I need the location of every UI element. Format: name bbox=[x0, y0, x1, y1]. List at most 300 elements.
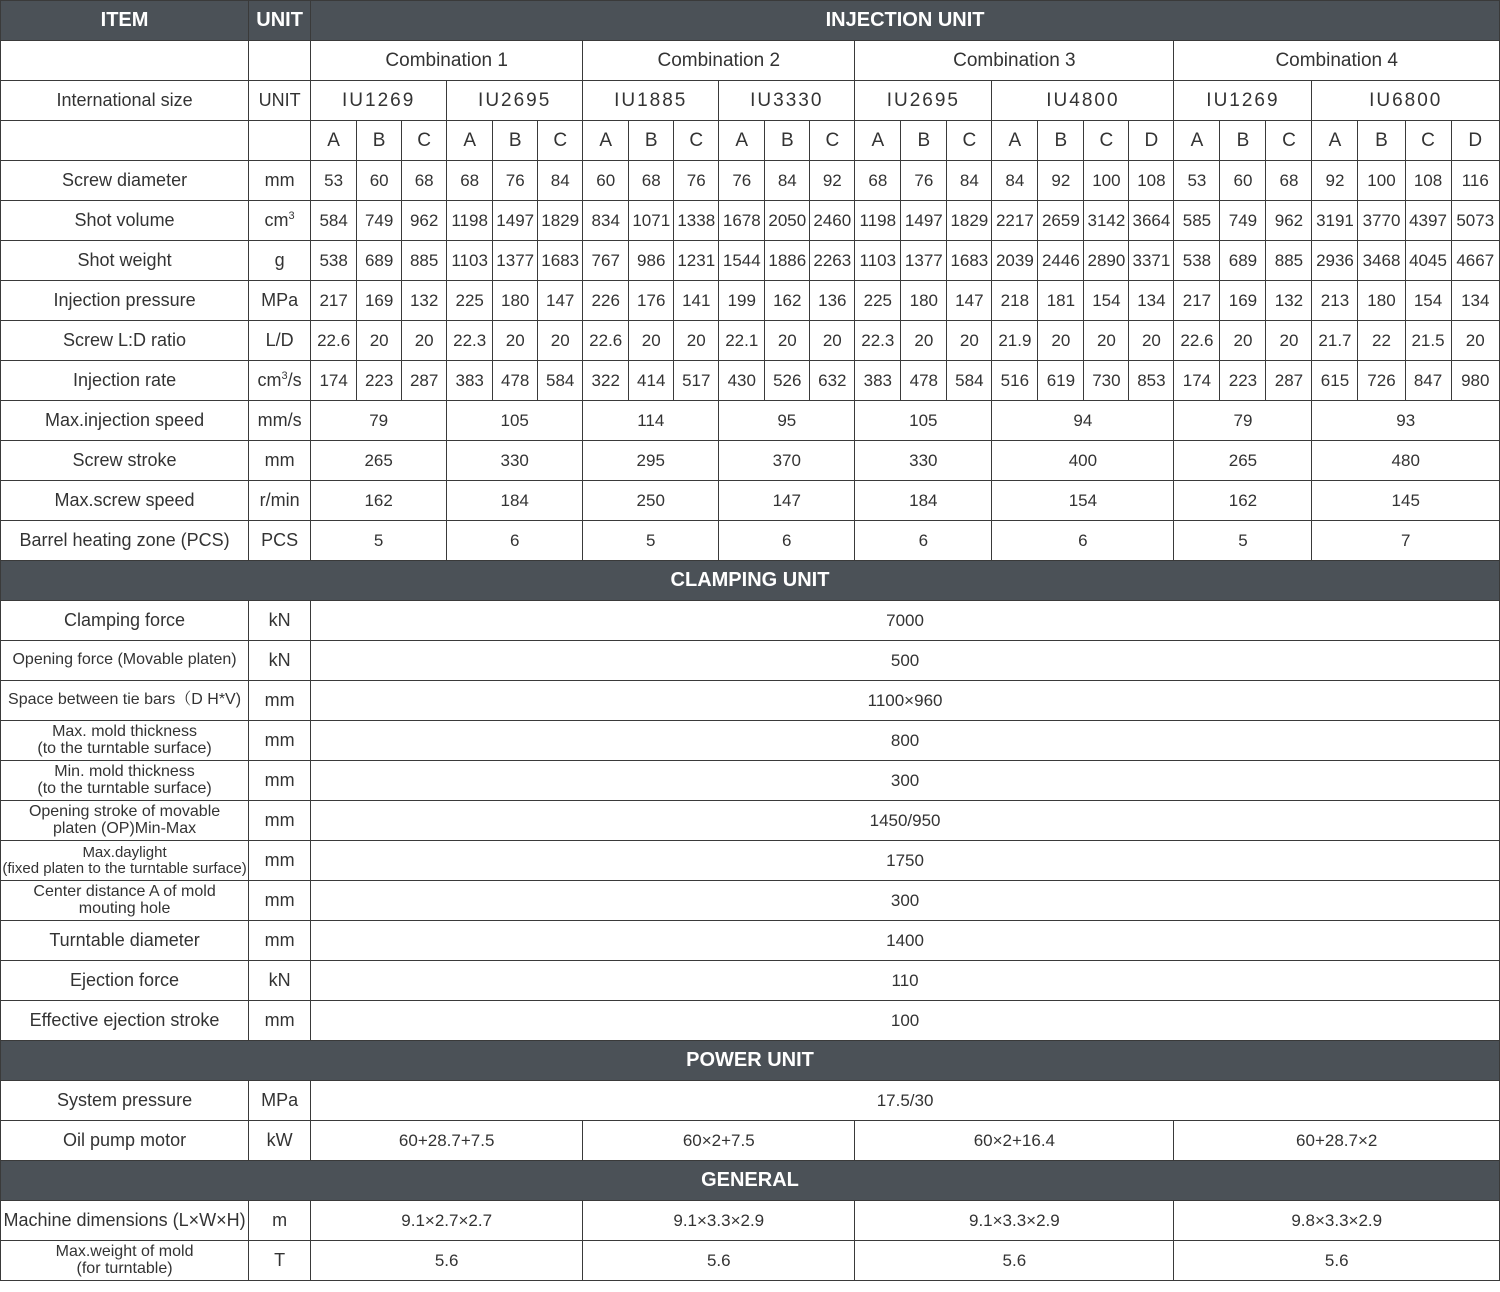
row-label bbox=[1, 961, 249, 1001]
value-cell: 105 bbox=[447, 401, 583, 441]
row-label-line: Opening stroke of movable bbox=[28, 802, 221, 820]
value-cell: 84 bbox=[992, 161, 1038, 201]
row-label bbox=[1, 681, 249, 721]
value-cell: 100 bbox=[1084, 161, 1129, 201]
unit-cell: mm bbox=[249, 441, 311, 481]
unit-cell: kN bbox=[249, 961, 311, 1001]
screw-letter: A bbox=[311, 121, 357, 161]
row-label bbox=[1, 521, 249, 561]
screw-letter: B bbox=[493, 121, 538, 161]
value-cell: 295 bbox=[583, 441, 719, 481]
row-label-line: Injection pressure bbox=[53, 290, 196, 311]
injection-data-row bbox=[1, 201, 1500, 241]
value-cell: 500 bbox=[311, 641, 1500, 681]
value-cell: 1071 bbox=[629, 201, 674, 241]
value-cell: 853 bbox=[1129, 361, 1174, 401]
row-label bbox=[1, 321, 249, 361]
value-cell: 322 bbox=[583, 361, 629, 401]
value-cell: 300 bbox=[311, 761, 1500, 801]
value-cell: 60 bbox=[357, 161, 402, 201]
value-cell: 68 bbox=[855, 161, 901, 201]
screw-letter: C bbox=[674, 121, 719, 161]
value-cell: 174 bbox=[1174, 361, 1220, 401]
row-label-line: Machine dimensions (L×W×H) bbox=[3, 1210, 246, 1231]
value-cell: 632 bbox=[810, 361, 855, 401]
row-label-line: Opening force (Movable platen) bbox=[12, 651, 237, 669]
size-code: IU2695 bbox=[855, 81, 992, 121]
value-cell: 2263 bbox=[810, 241, 855, 281]
item-header: ITEM bbox=[1, 1, 249, 41]
size-code: IU1269 bbox=[311, 81, 447, 121]
clamping-data-row bbox=[1, 841, 1500, 881]
combination-header: Combination 1 bbox=[311, 41, 583, 81]
value-cell: 4045 bbox=[1405, 241, 1451, 281]
value-cell: 1100×960 bbox=[311, 681, 1500, 721]
unit-cell: PCS bbox=[249, 521, 311, 561]
value-cell: 478 bbox=[493, 361, 538, 401]
value-cell: 584 bbox=[947, 361, 992, 401]
size-code: IU1269 bbox=[1174, 81, 1312, 121]
value-cell: 79 bbox=[1174, 401, 1312, 441]
value-cell: 330 bbox=[855, 441, 992, 481]
value-cell: 5.6 bbox=[311, 1241, 583, 1281]
unit-cell: mm bbox=[249, 881, 311, 921]
value-cell: 105 bbox=[855, 401, 992, 441]
row-label-line: Center distance A of mold bbox=[33, 882, 216, 900]
general-header: GENERAL bbox=[1, 1161, 1500, 1201]
value-cell: 767 bbox=[583, 241, 629, 281]
clamping-data-row bbox=[1, 1001, 1500, 1041]
value-cell: 20 bbox=[810, 321, 855, 361]
row-label bbox=[1, 401, 249, 441]
blank-cell bbox=[249, 121, 311, 161]
value-cell: 184 bbox=[855, 481, 992, 521]
value-cell: 76 bbox=[493, 161, 538, 201]
screw-letter: C bbox=[1266, 121, 1312, 161]
value-cell: 584 bbox=[311, 201, 357, 241]
combination-header: Combination 3 bbox=[855, 41, 1174, 81]
unit-cell: kN bbox=[249, 641, 311, 681]
clamping-data-row bbox=[1, 921, 1500, 961]
value-cell: 430 bbox=[719, 361, 765, 401]
row-label-line: Max.injection speed bbox=[45, 410, 205, 431]
value-cell: 5 bbox=[583, 521, 719, 561]
screw-letter: C bbox=[402, 121, 447, 161]
value-cell: 68 bbox=[629, 161, 674, 201]
value-cell: 22.6 bbox=[311, 321, 357, 361]
value-cell: 147 bbox=[538, 281, 583, 321]
value-cell: 3371 bbox=[1129, 241, 1174, 281]
size-code: IU6800 bbox=[1312, 81, 1500, 121]
row-label bbox=[1, 881, 249, 921]
value-cell: 132 bbox=[402, 281, 447, 321]
value-cell: 2659 bbox=[1038, 201, 1084, 241]
value-cell: 134 bbox=[1451, 281, 1499, 321]
unit-cell: mm bbox=[249, 161, 311, 201]
value-cell: 5073 bbox=[1451, 201, 1499, 241]
value-cell: 223 bbox=[1220, 361, 1266, 401]
value-cell: 2460 bbox=[810, 201, 855, 241]
value-cell: 95 bbox=[719, 401, 855, 441]
value-cell: 585 bbox=[1174, 201, 1220, 241]
value-cell: 225 bbox=[447, 281, 493, 321]
value-cell: 223 bbox=[357, 361, 402, 401]
unit-cell: L/D bbox=[249, 321, 311, 361]
value-cell: 330 bbox=[447, 441, 583, 481]
value-cell: 60+28.7×2 bbox=[1174, 1121, 1500, 1161]
value-cell: 21.5 bbox=[1405, 321, 1451, 361]
value-cell: 180 bbox=[493, 281, 538, 321]
value-cell: 7 bbox=[1312, 521, 1500, 561]
value-cell: 226 bbox=[583, 281, 629, 321]
row-label bbox=[1, 641, 249, 681]
injection-data-row bbox=[1, 281, 1500, 321]
merged-data-row bbox=[1, 441, 1500, 481]
value-cell: 20 bbox=[674, 321, 719, 361]
value-cell: 6 bbox=[855, 521, 992, 561]
value-cell: 9.1×3.3×2.9 bbox=[855, 1201, 1174, 1241]
unit-cell: kW bbox=[249, 1121, 311, 1161]
value-cell: 3468 bbox=[1358, 241, 1405, 281]
row-label bbox=[1, 1081, 249, 1121]
value-cell: 287 bbox=[402, 361, 447, 401]
value-cell: 1497 bbox=[493, 201, 538, 241]
value-cell: 22 bbox=[1358, 321, 1405, 361]
value-cell: 2446 bbox=[1038, 241, 1084, 281]
value-cell: 689 bbox=[1220, 241, 1266, 281]
value-cell: 480 bbox=[1312, 441, 1500, 481]
row-label bbox=[1, 161, 249, 201]
screw-letter: A bbox=[855, 121, 901, 161]
combination-header: Combination 2 bbox=[583, 41, 855, 81]
value-cell: 287 bbox=[1266, 361, 1312, 401]
row-label-line: Screw stroke bbox=[72, 450, 177, 471]
value-cell: 517 bbox=[674, 361, 719, 401]
screw-letter: B bbox=[765, 121, 810, 161]
value-cell: 76 bbox=[674, 161, 719, 201]
size-code: IU2695 bbox=[447, 81, 583, 121]
value-cell: 132 bbox=[1266, 281, 1312, 321]
value-cell: 154 bbox=[1405, 281, 1451, 321]
value-cell: 834 bbox=[583, 201, 629, 241]
clamping-data-row bbox=[1, 601, 1500, 641]
value-cell: 2050 bbox=[765, 201, 810, 241]
value-cell: 84 bbox=[538, 161, 583, 201]
row-label bbox=[1, 481, 249, 521]
value-cell: 68 bbox=[447, 161, 493, 201]
value-cell: 213 bbox=[1312, 281, 1358, 321]
unit-cell: r/min bbox=[249, 481, 311, 521]
value-cell: 5 bbox=[311, 521, 447, 561]
value-cell: 1338 bbox=[674, 201, 719, 241]
row-label bbox=[1, 841, 249, 881]
row-label-line: Oil pump motor bbox=[63, 1130, 187, 1151]
value-cell: 414 bbox=[629, 361, 674, 401]
row-label-line: Clamping force bbox=[64, 610, 186, 631]
value-cell: 76 bbox=[901, 161, 947, 201]
value-cell: 1829 bbox=[947, 201, 992, 241]
row-label bbox=[1, 1201, 249, 1241]
value-cell: 962 bbox=[1266, 201, 1312, 241]
screw-letter: A bbox=[992, 121, 1038, 161]
value-cell: 20 bbox=[538, 321, 583, 361]
value-cell: 6 bbox=[719, 521, 855, 561]
value-cell: 478 bbox=[901, 361, 947, 401]
value-cell: 2217 bbox=[992, 201, 1038, 241]
row-label-line-2: mouting hole bbox=[78, 899, 171, 917]
general-data-row bbox=[1, 1201, 1500, 1241]
row-label-line: Turntable diameter bbox=[49, 930, 200, 951]
row-label bbox=[1, 601, 249, 641]
row-label bbox=[1, 1001, 249, 1041]
value-cell: 225 bbox=[855, 281, 901, 321]
value-cell: 93 bbox=[1312, 401, 1500, 441]
value-cell: 22.6 bbox=[1174, 321, 1220, 361]
value-cell: 9.1×3.3×2.9 bbox=[583, 1201, 855, 1241]
power-unit-header: POWER UNIT bbox=[1, 1041, 1500, 1081]
screw-letter: D bbox=[1129, 121, 1174, 161]
value-cell: 7000 bbox=[311, 601, 1500, 641]
screw-letter: B bbox=[1038, 121, 1084, 161]
value-cell: 22.3 bbox=[855, 321, 901, 361]
international-size-row bbox=[1, 81, 1500, 121]
row-label-line: Space between tie bars（D H*V) bbox=[8, 691, 242, 709]
value-cell: 6 bbox=[992, 521, 1174, 561]
value-cell: 114 bbox=[583, 401, 719, 441]
value-cell: 986 bbox=[629, 241, 674, 281]
unit-cell: kN bbox=[249, 601, 311, 641]
size-code: IU1885 bbox=[583, 81, 719, 121]
injection-unit-header: INJECTION UNIT bbox=[311, 1, 1500, 41]
clamping-unit-header: CLAMPING UNIT bbox=[1, 561, 1500, 601]
unit-cell: MPa bbox=[249, 281, 311, 321]
unit-tail: /s bbox=[287, 370, 302, 391]
value-cell: 800 bbox=[311, 721, 1500, 761]
row-label-line: Max.daylight bbox=[82, 843, 167, 861]
screw-letter: C bbox=[1405, 121, 1451, 161]
combination-header: Combination 4 bbox=[1174, 41, 1500, 81]
value-cell: 176 bbox=[629, 281, 674, 321]
value-cell: 60+28.7+7.5 bbox=[311, 1121, 583, 1161]
unit-cell: T bbox=[249, 1241, 311, 1281]
value-cell: 1377 bbox=[493, 241, 538, 281]
value-cell: 147 bbox=[719, 481, 855, 521]
value-cell: 1231 bbox=[674, 241, 719, 281]
value-cell: 4397 bbox=[1405, 201, 1451, 241]
unit-cell bbox=[249, 201, 311, 241]
value-cell: 400 bbox=[992, 441, 1174, 481]
value-cell: 1886 bbox=[765, 241, 810, 281]
screw-letter: A bbox=[719, 121, 765, 161]
screw-letter: B bbox=[1358, 121, 1405, 161]
value-cell: 20 bbox=[1038, 321, 1084, 361]
value-cell: 21.7 bbox=[1312, 321, 1358, 361]
screw-letter: A bbox=[583, 121, 629, 161]
size-code: IU4800 bbox=[992, 81, 1174, 121]
clamping-data-row bbox=[1, 721, 1500, 761]
value-cell: 180 bbox=[901, 281, 947, 321]
unit-cell: mm bbox=[249, 801, 311, 841]
value-cell: 5 bbox=[1174, 521, 1312, 561]
value-cell: 1678 bbox=[719, 201, 765, 241]
value-cell: 53 bbox=[311, 161, 357, 201]
value-cell: 300 bbox=[311, 881, 1500, 921]
value-cell: 1450/950 bbox=[311, 801, 1500, 841]
value-cell: 20 bbox=[1084, 321, 1129, 361]
unit-cell: mm bbox=[249, 721, 311, 761]
value-cell: 22.3 bbox=[447, 321, 493, 361]
value-cell: 2936 bbox=[1312, 241, 1358, 281]
blank-cell bbox=[1, 41, 249, 81]
row-label-line: Max. mold thickness bbox=[52, 722, 198, 740]
row-label bbox=[1, 201, 249, 241]
value-cell: 116 bbox=[1451, 161, 1499, 201]
row-label-line-2: (to the turntable surface) bbox=[37, 739, 212, 757]
value-cell: 3191 bbox=[1312, 201, 1358, 241]
screw-letter: D bbox=[1451, 121, 1499, 161]
value-cell: 2039 bbox=[992, 241, 1038, 281]
unit-superscript: 3 bbox=[281, 370, 288, 383]
value-cell: 250 bbox=[583, 481, 719, 521]
value-cell: 1497 bbox=[901, 201, 947, 241]
row-label-line: Max.screw speed bbox=[54, 490, 195, 511]
value-cell: 60×2+16.4 bbox=[855, 1121, 1174, 1161]
value-cell: 265 bbox=[311, 441, 447, 481]
value-cell: 20 bbox=[901, 321, 947, 361]
unit-header: UNIT bbox=[249, 1, 311, 41]
row-label-line: Injection rate bbox=[73, 370, 177, 391]
merged-data-row bbox=[1, 521, 1500, 561]
merged-data-row bbox=[1, 401, 1500, 441]
value-cell: 1829 bbox=[538, 201, 583, 241]
row-label-line-2: (for turntable) bbox=[76, 1259, 173, 1277]
value-cell: 5.6 bbox=[855, 1241, 1174, 1281]
unit-cell bbox=[249, 361, 311, 401]
row-label-line: Max.weight of mold bbox=[55, 1242, 194, 1260]
value-cell: 4667 bbox=[1451, 241, 1499, 281]
value-cell: 17.5/30 bbox=[311, 1081, 1500, 1121]
unit-cell: g bbox=[249, 241, 311, 281]
row-label-line-2: (to the turntable surface) bbox=[37, 779, 212, 797]
value-cell: 749 bbox=[1220, 201, 1266, 241]
injection-data-row bbox=[1, 241, 1500, 281]
value-cell: 184 bbox=[447, 481, 583, 521]
unit-cell: mm bbox=[249, 841, 311, 881]
row-label-line: Ejection force bbox=[70, 970, 180, 991]
size-code: IU3330 bbox=[719, 81, 855, 121]
unit-superscript: 3 bbox=[288, 210, 295, 223]
value-cell: 92 bbox=[1312, 161, 1358, 201]
value-cell: 1683 bbox=[538, 241, 583, 281]
value-cell: 84 bbox=[947, 161, 992, 201]
row-label-line: Screw L:D ratio bbox=[63, 330, 187, 351]
value-cell: 92 bbox=[1038, 161, 1084, 201]
value-cell: 1544 bbox=[719, 241, 765, 281]
value-cell: 60 bbox=[1220, 161, 1266, 201]
value-cell: 2890 bbox=[1084, 241, 1129, 281]
row-label bbox=[1, 1241, 249, 1281]
value-cell: 1198 bbox=[447, 201, 493, 241]
value-cell: 20 bbox=[629, 321, 674, 361]
value-cell: 20 bbox=[357, 321, 402, 361]
value-cell: 92 bbox=[810, 161, 855, 201]
value-cell: 100 bbox=[1358, 161, 1405, 201]
row-label-line-2: (fixed platen to the turntable surface) bbox=[2, 859, 247, 877]
value-cell: 174 bbox=[311, 361, 357, 401]
row-label-line: Screw diameter bbox=[62, 170, 188, 191]
power-header-row bbox=[1, 1041, 1500, 1081]
value-cell: 22.1 bbox=[719, 321, 765, 361]
value-cell: 76 bbox=[719, 161, 765, 201]
value-cell: 21.9 bbox=[992, 321, 1038, 361]
row-label bbox=[1, 441, 249, 481]
row-label bbox=[1, 721, 249, 761]
screw-letter: B bbox=[629, 121, 674, 161]
value-cell: 217 bbox=[1174, 281, 1220, 321]
row-label bbox=[1, 1121, 249, 1161]
unit-cell: UNIT bbox=[249, 81, 311, 121]
value-cell: 1377 bbox=[901, 241, 947, 281]
value-cell: 134 bbox=[1129, 281, 1174, 321]
blank-cell bbox=[249, 41, 311, 81]
unit-cell: mm bbox=[249, 761, 311, 801]
value-cell: 962 bbox=[402, 201, 447, 241]
clamping-data-row bbox=[1, 801, 1500, 841]
general-header-row bbox=[1, 1161, 1500, 1201]
value-cell: 60×2+7.5 bbox=[583, 1121, 855, 1161]
value-cell: 538 bbox=[311, 241, 357, 281]
screw-letter: B bbox=[901, 121, 947, 161]
value-cell: 169 bbox=[357, 281, 402, 321]
value-cell: 885 bbox=[1266, 241, 1312, 281]
value-cell: 154 bbox=[1084, 281, 1129, 321]
screw-letter: A bbox=[1174, 121, 1220, 161]
value-cell: 749 bbox=[357, 201, 402, 241]
clamping-header-row bbox=[1, 561, 1500, 601]
value-cell: 1103 bbox=[855, 241, 901, 281]
screw-letter: A bbox=[1312, 121, 1358, 161]
value-cell: 53 bbox=[1174, 161, 1220, 201]
value-cell: 145 bbox=[1312, 481, 1500, 521]
unit-cell: mm bbox=[249, 681, 311, 721]
value-cell: 162 bbox=[765, 281, 810, 321]
value-cell: 68 bbox=[402, 161, 447, 201]
row-label bbox=[1, 361, 249, 401]
row-label-line: System pressure bbox=[57, 1090, 193, 1111]
value-cell: 84 bbox=[765, 161, 810, 201]
unit-cell: MPa bbox=[249, 1081, 311, 1121]
value-cell: 20 bbox=[1129, 321, 1174, 361]
screw-letter: C bbox=[810, 121, 855, 161]
screw-letters-row bbox=[1, 121, 1500, 161]
value-cell: 370 bbox=[719, 441, 855, 481]
value-cell: 20 bbox=[947, 321, 992, 361]
row-label-line: Shot weight bbox=[77, 250, 172, 271]
value-cell: 1198 bbox=[855, 201, 901, 241]
injection-header-row bbox=[1, 1, 1500, 41]
value-cell: 5.6 bbox=[583, 1241, 855, 1281]
value-cell: 108 bbox=[1129, 161, 1174, 201]
unit-cell: mm bbox=[249, 921, 311, 961]
screw-letter: A bbox=[447, 121, 493, 161]
value-cell: 162 bbox=[311, 481, 447, 521]
row-label-line: Barrel heating zone (PCS) bbox=[19, 530, 230, 551]
value-cell: 619 bbox=[1038, 361, 1084, 401]
injection-data-row bbox=[1, 321, 1500, 361]
value-cell: 885 bbox=[402, 241, 447, 281]
value-cell: 3142 bbox=[1084, 201, 1129, 241]
unit-cell: mm bbox=[249, 1001, 311, 1041]
